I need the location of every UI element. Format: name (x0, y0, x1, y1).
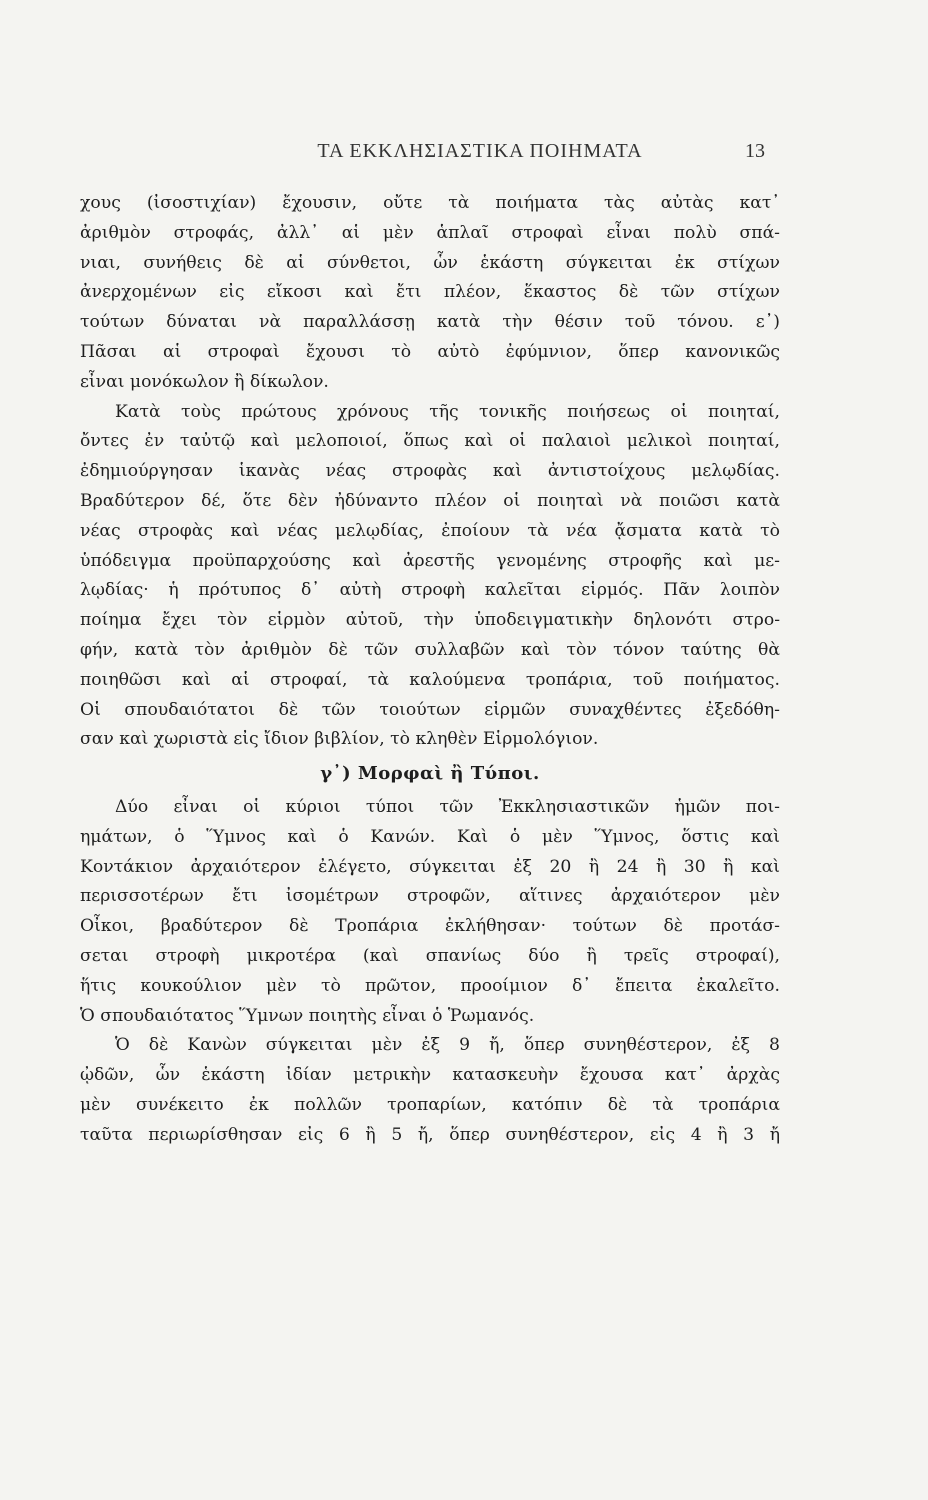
text-line: Κατὰ τοὺς πρώτους χρόνους τῆς τονικῆς ποιήσεως οἱ ποιηταί, (115, 401, 780, 422)
text-line: Πᾶσαι αἱ στροφαὶ ἔχουσι τὸ αὐτὸ ἐφύμνιον, ὅπερ κανονικῶς (80, 341, 780, 362)
text-line: Ὁ δὲ Κανὼν σύγκειται μὲν ἐξ 9 ἤ, ὅπερ συνηθέστερον, ἐξ 8 (115, 1035, 780, 1056)
text-line: ποίημα ἔχει τὸν εἱρμὸν αὐτοῦ, τὴν ὑποδειγματικὴν δηλονότι στρο- (80, 610, 780, 631)
text-line: σαν καὶ χωριστὰ εἰς ἴδιον βιβλίον, τὸ κληθὲν Εἱρμολόγιον. (80, 729, 599, 750)
text-line: Κοντάκιον ἀρχαιότερον ἐλέγετο, σύγκειται ἐξ 20 ἢ 24 ἢ 30 ἢ καὶ (80, 856, 780, 877)
text-line: φήν, κατὰ τὸν ἀριθμὸν δὲ τῶν συλλαβῶν καὶ τὸν τόνον ταύτης θὰ (80, 639, 780, 660)
text-line: ἥτις κουκούλιον μὲν τὸ πρῶτον, προοίμιον δ᾿ ἔπειτα ἐκαλεῖτο. (80, 975, 780, 996)
text-line: Οἱ σπουδαιότατοι δὲ τῶν τοιούτων εἱρμῶν συναχθέντες ἐξεδόθη- (80, 699, 780, 720)
text-line: ᾠδῶν, ὧν ἑκάστη ἰδίαν μετρικὴν κατασκευὴν ἔχουσα κατ᾿ ἀρχὰς (80, 1065, 780, 1086)
text-line: ποιηθῶσι καὶ αἱ στροφαί, τὰ καλούμενα τροπάρια, τοῦ ποιήματος. (80, 669, 780, 690)
text-line: Ὁ σπουδαιότατος Ὕμνων ποιητὴς εἶναι ὁ Ῥωμανός. (80, 1005, 535, 1026)
text-line: λῳδίας· ἡ πρότυπος δ᾿ αὐτὴ στροφὴ καλεῖται εἱρμός. Πᾶν λοιπὸν (80, 580, 780, 601)
text-line: ἐδημιούργησαν ἱκανὰς νέας στροφὰς καὶ ἀντιστοίχους μελῳδίας. (80, 461, 780, 482)
text-line: ταῦτα περιωρίσθησαν εἰς 6 ἢ 5 ἤ, ὅπερ συνηθέστερον, εἰς 4 ἢ 3 ἤ (80, 1124, 780, 1145)
text-line: Βραδύτερον δέ, ὅτε δὲν ἠδύναντο πλέον οἱ ποιηταὶ νὰ ποιῶσι κατὰ (80, 490, 780, 511)
running-title: ΤΑ ΕΚΚΛΗΣΙΑΣΤΙΚΑ ΠΟΙΗΜΑΤΑ (317, 140, 643, 162)
text-line: ἀριθμὸν στροφάς, ἀλλ᾿ αἱ μὲν ἁπλαῖ στροφαὶ εἶναι πολὺ σπά- (80, 222, 780, 243)
page-number: 13 (745, 140, 765, 162)
text-line: χους (ἰσοστιχίαν) ἔχουσιν, οὔτε τὰ ποιήματα τὰς αὐτὰς κατ᾿ (80, 193, 780, 213)
text-line: μὲν συνέκειτο ἐκ πολλῶν τροπαρίων, κατόπιν δὲ τὰ τροπάρια (80, 1094, 780, 1115)
text-line: ὑπόδειγμα προϋπαρχούσης καὶ ἀρεστῆς γενομένης στροφῆς καὶ με- (80, 550, 780, 571)
text-line: ημάτων, ὁ Ὕμνος καὶ ὁ Κανών. Καὶ ὁ μὲν Ὕμνος, ὅστις καὶ (80, 826, 780, 847)
text-line: σεται στροφὴ μικροτέρα (καὶ σπανίως δύο ἢ τρεῖς στροφαί), (80, 945, 780, 966)
text-line: νιαι, συνήθεις δὲ αἱ σύνθετοι, ὧν ἑκάστη σύγκειται ἐκ στίχων (80, 252, 780, 273)
text-line: ἀνερχομένων εἰς εἴκοσι καὶ ἔτι πλέον, ἕκαστος δὲ τῶν στίχων (80, 282, 780, 303)
section-heading: γ᾿) Μορφαὶ ἢ Τύποι. (320, 763, 540, 785)
text-line: ὄντες ἐν ταὐτῷ καὶ μελοποιοί, ὅπως καὶ οἱ παλαιοὶ μελικοὶ ποιηταί, (80, 431, 780, 452)
text-line: περισσοτέρων ἔτι ἰσομέτρων στροφῶν, αἵτινες ἀρχαιότερον μὲν (80, 886, 780, 907)
page-header (80, 140, 780, 174)
text-line: εἶναι μονόκωλον ἢ δίκωλον. (80, 371, 329, 392)
text-line: νέας στροφὰς καὶ νέας μελῳδίας, ἐποίουν τὰ νέα ᾄσματα κατὰ τὸ (80, 520, 780, 541)
text-line: Οἶκοι, βραδύτερον δὲ Τροπάρια ἐκλήθησαν· τούτων δὲ προτάσ- (80, 916, 780, 937)
text-line: τούτων δύναται νὰ παραλλάσσῃ κατὰ τὴν θέσιν τοῦ τόνου. ε᾿) (80, 312, 780, 333)
text-line: Δύο εἶναι οἱ κύριοι τύποι τῶν Ἐκκλησιαστικῶν ἡμῶν ποι- (115, 796, 780, 817)
body-text (80, 189, 780, 1151)
